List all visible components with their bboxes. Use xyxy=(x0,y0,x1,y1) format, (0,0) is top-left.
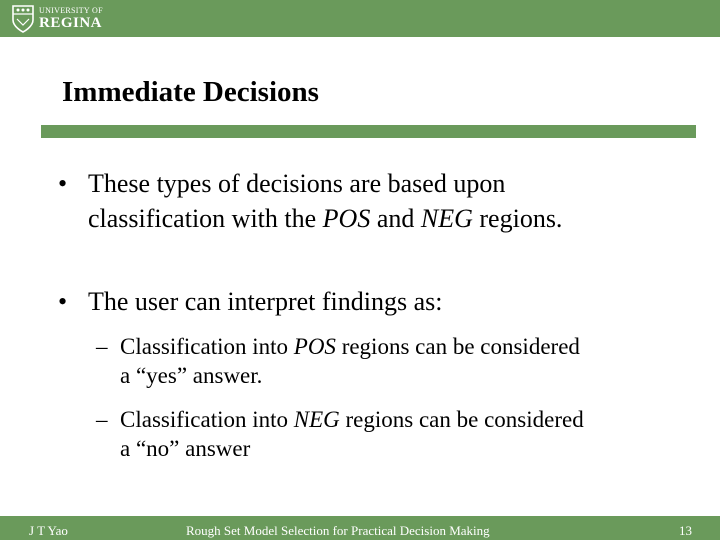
bullet-item xyxy=(58,166,648,236)
university-crest-icon xyxy=(12,5,34,33)
sub-bullet-dash: – xyxy=(96,334,108,359)
sub-bullet-text-pre: Classification into xyxy=(120,334,294,359)
bullet-dot: • xyxy=(58,287,68,316)
footer-presentation-title: Rough Set Model Selection for Practical Decision Making xyxy=(186,523,490,538)
footer-author: J T Yao xyxy=(29,523,68,538)
sub-bullet-item xyxy=(96,405,590,463)
bullet-item xyxy=(58,284,648,319)
bullet-text-post: regions. xyxy=(472,204,563,233)
sub-bullet-text-neg: NEG xyxy=(293,407,340,432)
university-logo xyxy=(12,3,103,34)
sub-bullet-text-post: regions can be considered a “no” answer xyxy=(120,407,584,461)
sub-bullet-dash: – xyxy=(96,407,108,432)
slide-number: 13 xyxy=(679,523,692,538)
title-underline-bar xyxy=(41,125,696,138)
slide-title: Immediate Decisions xyxy=(62,76,319,108)
sub-bullet-text-post: regions can be considered a “yes” answer. xyxy=(120,334,580,388)
logo-line-regina: REGINA xyxy=(39,14,103,31)
bullet-text: The user can interpret findings as: xyxy=(88,287,443,316)
sub-bullet-item xyxy=(96,332,590,390)
bullet-text-pos: POS xyxy=(322,204,371,233)
bullet-dot: • xyxy=(58,169,68,198)
bullet-text-pre: These types of decisions are based upon classification with the xyxy=(88,169,506,233)
logo-line-university: UNIVERSITY OF xyxy=(39,5,103,15)
bullet-text-neg: NEG xyxy=(420,204,473,233)
bullet-text-mid: and xyxy=(370,204,421,233)
header-bar xyxy=(0,0,720,37)
sub-bullet-text-pos: POS xyxy=(293,334,336,359)
sub-bullet-text-pre: Classification into xyxy=(120,407,294,432)
